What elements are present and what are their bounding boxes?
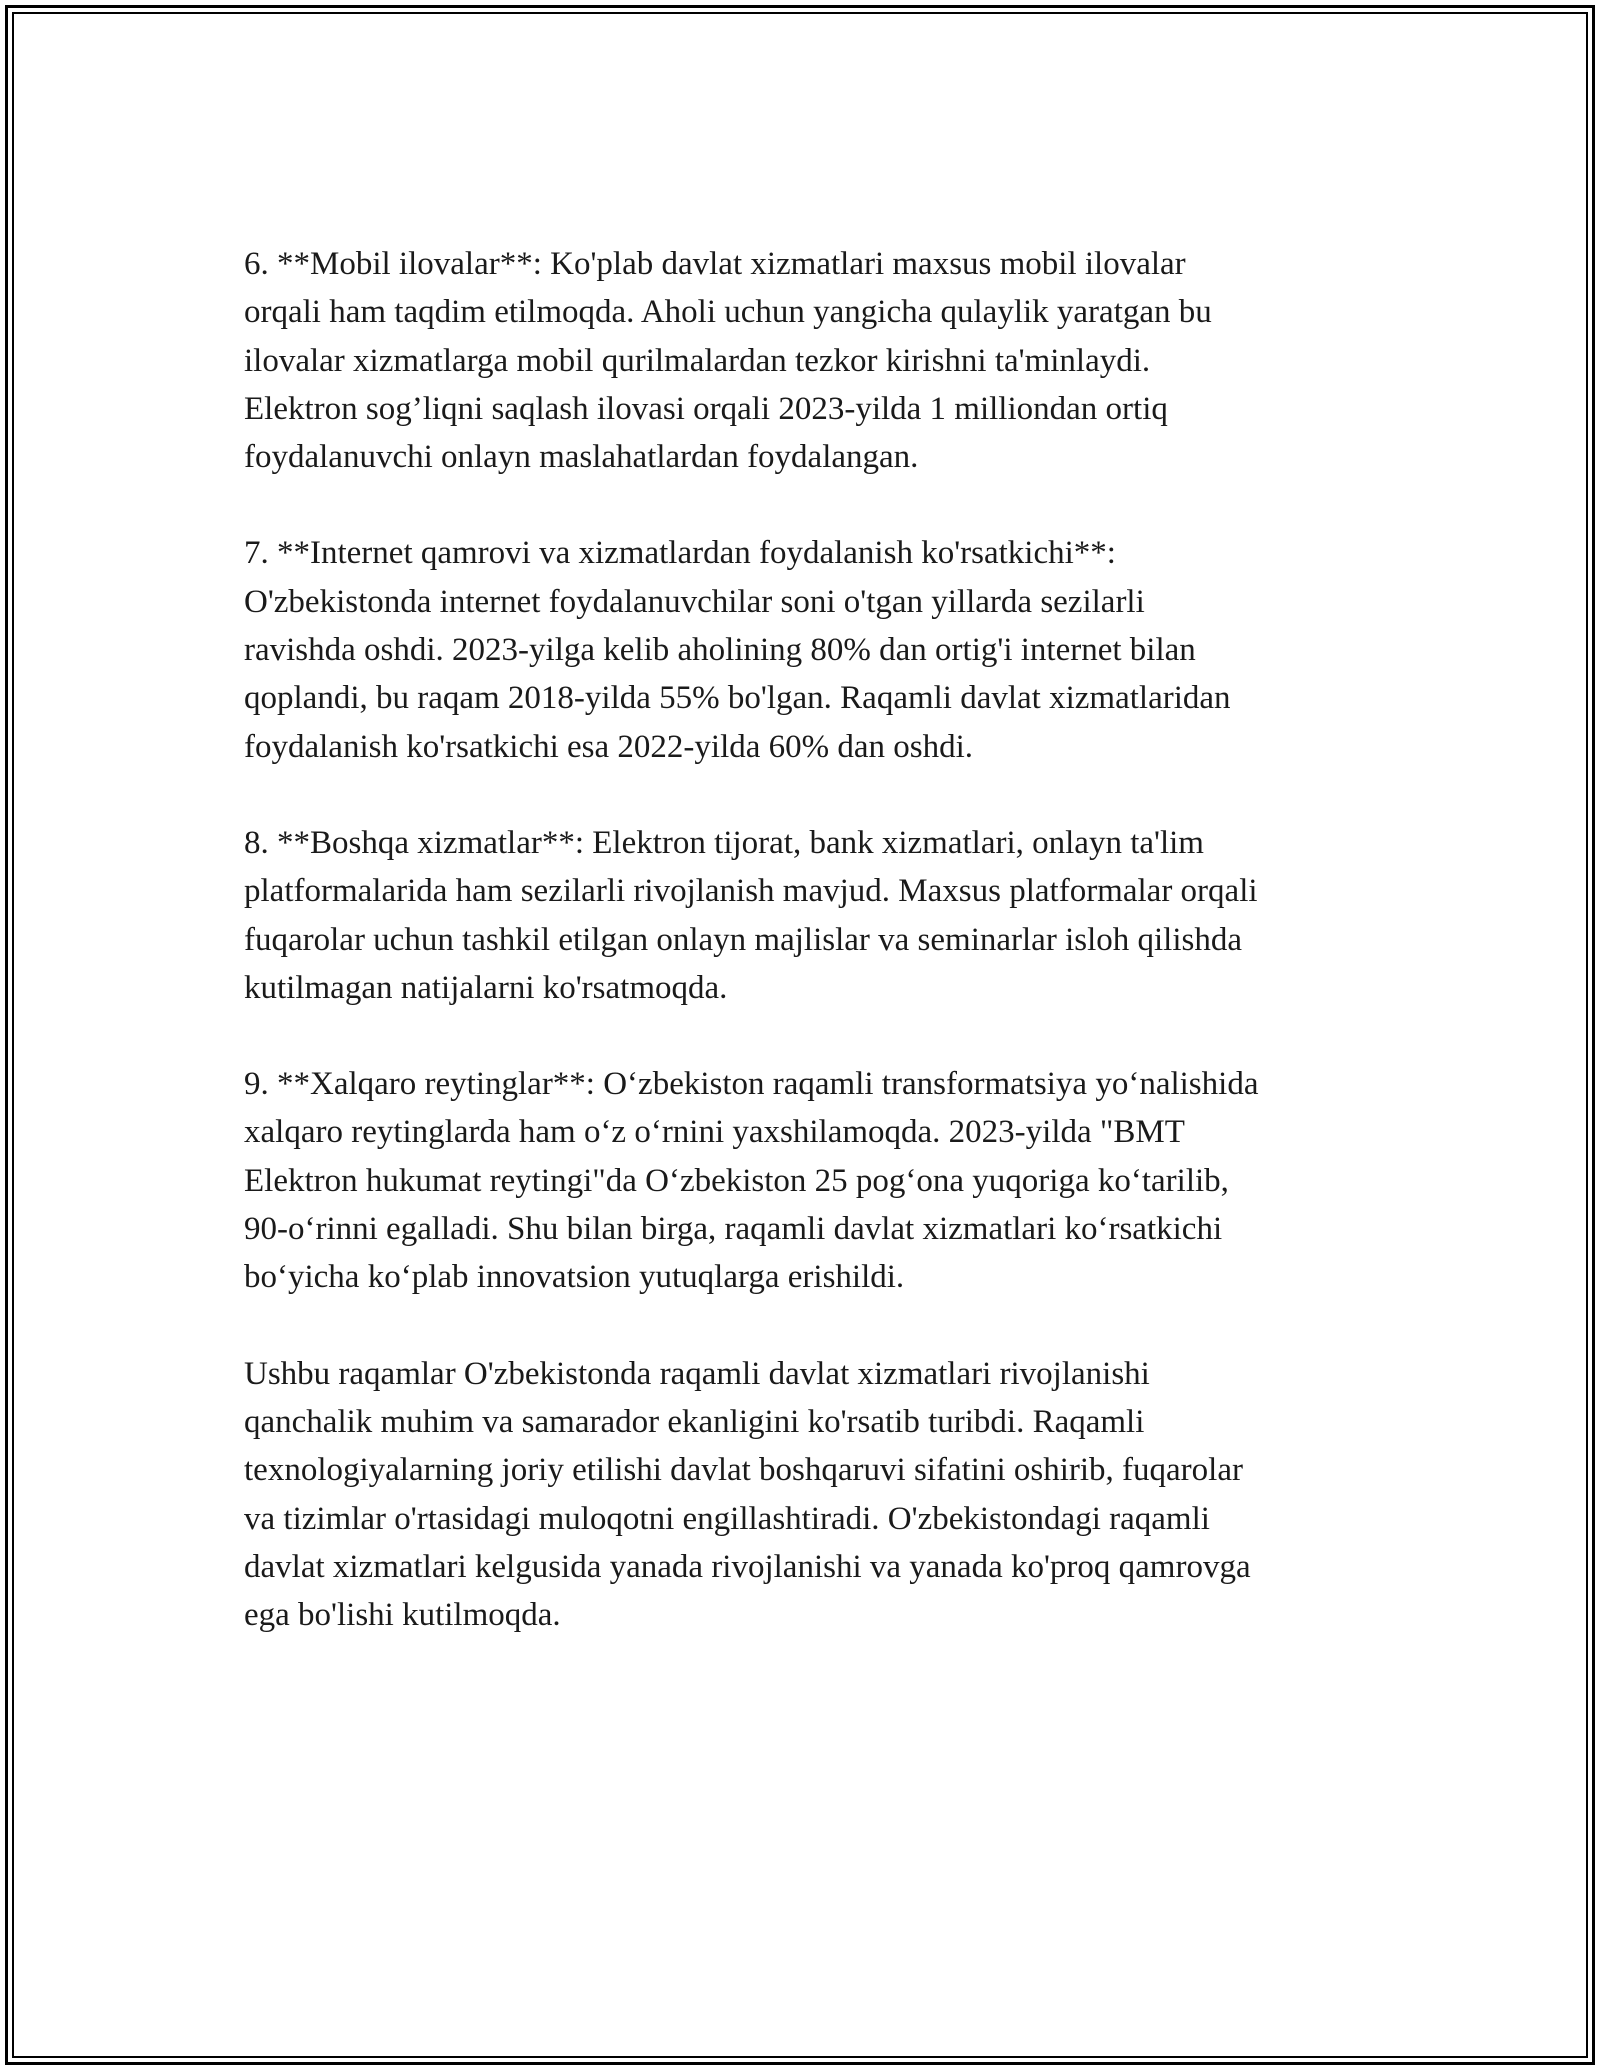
text-line: Elektron sog’liqni saqlash ilovasi orqali 2023-yilda 1 milliondan ortiq (244, 390, 1168, 427)
text-line: texnologiyalarning joriy etilishi davlat boshqaruvi sifatini oshirib, fuqarolar (244, 1452, 1243, 1489)
text-line: orqali ham taqdim etilmoqda. Aholi uchun yangicha qulaylik yaratgan bu (244, 294, 1212, 331)
text-line: 7. **Internet qamrovi va xizmatlardan foydalanish ko'rsatkichi**: (244, 535, 1116, 572)
text-line: Ushbu raqamlar O'zbekistonda raqamli davlat xizmatlari rivojlanishi (244, 1355, 1150, 1392)
document-body (244, 240, 1394, 1687)
text-line: fuqarolar uchun tashkil etilgan onlayn majlislar va seminarlar isloh qilishda (244, 921, 1242, 958)
text-line: bo‘yicha ko‘plab innovatsion yutuqlarga erishildi. (244, 1259, 905, 1296)
paragraph-international-ratings (244, 1060, 1394, 1301)
text-line: va tizimlar o'rtasidagi muloqotni engillashtiradi. O'zbekistondagi raqamli (244, 1500, 1210, 1537)
text-line: platformalarida ham sezilarli rivojlanish mavjud. Maxsus platformalar orqali (244, 873, 1258, 910)
page-frame (5, 5, 1595, 2065)
text-line: foydalanuvchi onlayn maslahatlardan foydalangan. (244, 439, 919, 476)
paragraph-conclusion (244, 1350, 1394, 1640)
text-line: qoplandi, bu raqam 2018-yilda 55% bo'lgan. Raqamli davlat xizmatlaridan (244, 680, 1231, 717)
text-line: 90-o‘rinni egalladi. Shu bilan birga, raqamli davlat xizmatlari ko‘rsatkichi (244, 1211, 1223, 1248)
paragraph-mobile-apps (244, 240, 1394, 481)
text-line: 8. **Boshqa xizmatlar**: Elektron tijorat, bank xizmatlari, onlayn ta'lim (244, 824, 1204, 861)
text-line: foydalanish ko'rsatkichi esa 2022-yilda 60% dan oshdi. (244, 728, 974, 765)
text-line: 6. **Mobil ilovalar**: Ko'plab davlat xizmatlari maxsus mobil ilovalar (244, 246, 1186, 282)
paragraph-other-services (244, 819, 1394, 1012)
text-line: ilovalar xizmatlarga mobil qurilmalardan tezkor kirishni ta'minlaydi. (244, 342, 1151, 379)
paragraph-internet-coverage (244, 529, 1394, 770)
text-line: ravishda oshdi. 2023-yilga kelib aholining 80% dan ortig'i internet bilan (244, 632, 1196, 669)
text-line: kutilmagan natijalarni ko'rsatmoqda. (244, 969, 728, 1006)
text-line: Elektron hukumat reytingi"da O‘zbekiston 25 pog‘ona yuqoriga ko‘tarilib, (244, 1162, 1229, 1199)
text-line: O'zbekistonda internet foydalanuvchilar soni o'tgan yillarda sezilarli (244, 583, 1145, 620)
text-line: davlat xizmatlari kelgusida yanada rivojlanishi va yanada ko'proq qamrovga (244, 1548, 1251, 1585)
text-line: qanchalik muhim va samarador ekanligini ko'rsatib turibdi. Raqamli (244, 1403, 1145, 1440)
text-line: xalqaro reytinglarda ham o‘z o‘rnini yaxshilamoqda. 2023-yilda "BMT (244, 1114, 1185, 1151)
text-line: ega bo'lishi kutilmoqda. (244, 1597, 561, 1634)
text-line: 9. **Xalqaro reytinglar**: O‘zbekiston raqamli transformatsiya yo‘nalishida (244, 1066, 1259, 1103)
